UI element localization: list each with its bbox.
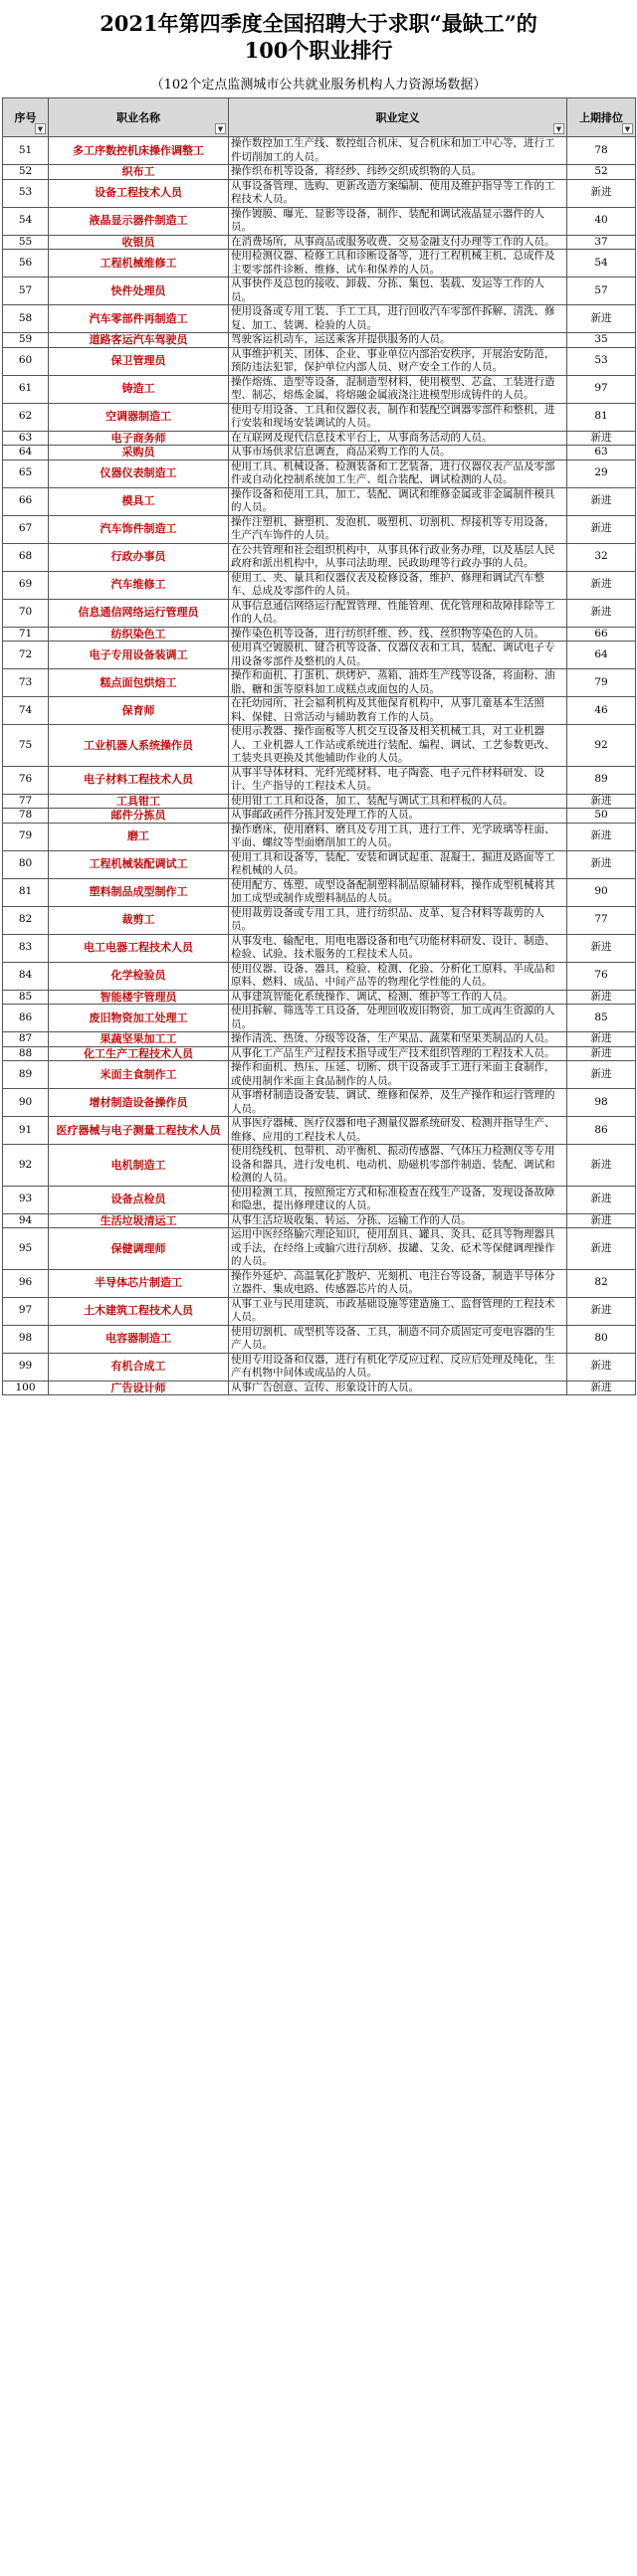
row-seq: 58 [3, 305, 49, 333]
row-seq: 80 [3, 850, 49, 878]
row-occupation-name: 糕点面包烘焙工 [49, 669, 229, 697]
row-previous-rank: 新进 [567, 934, 636, 962]
row-occupation-name: 化学检验员 [49, 962, 229, 990]
row-previous-rank: 77 [567, 906, 636, 934]
row-definition: 使用专用设备、工具和仪器仪表，制作和装配空调器零部件和整机，进行安装和现场安装调试的人员。 [229, 403, 567, 431]
row-definition: 操作和面机、打蛋机、烘烤炉、蒸箱、油炸生产线等设备，将面粉、油脂、糖和蛋等原料加工成糕点或面包的人员。 [229, 669, 567, 697]
row-previous-rank: 新进 [567, 1186, 636, 1213]
row-definition: 从事设备管理、选购、更新改造方案编制、使用及维护指导等工作的工程技术人员。 [229, 179, 567, 207]
table-row [3, 1046, 636, 1061]
row-seq: 57 [3, 277, 49, 305]
table-row [3, 305, 636, 333]
row-occupation-name: 电容器制造工 [49, 1325, 229, 1353]
table-row [3, 1145, 636, 1187]
row-definition: 从事快件及总包的接收、卸载、分拣、集包、装载、发运等工作的人员。 [229, 277, 567, 305]
row-definition: 使用工具、机械设备、检测装备和工艺装备，进行仪器仪表产品及零部件或自动化控制系统加工生产、组合装配、调试检测的人员。 [229, 460, 567, 487]
row-definition: 运用中医经络腧穴理论知识，使用刮具、罐具、灸具、砭具等物理器具或手法，在经络上或腧穴进行刮痧、拔罐、艾灸、砭术等保健调理操作的人员。 [229, 1228, 567, 1270]
table-row [3, 669, 636, 697]
row-occupation-name: 半导体芯片制造工 [49, 1269, 229, 1297]
row-previous-rank: 85 [567, 1005, 636, 1032]
table-row [3, 990, 636, 1005]
row-definition: 从事生活垃圾收集、转运、分拣、运输工作的人员。 [229, 1213, 567, 1228]
row-occupation-name: 多工序数控机床操作调整工 [49, 137, 229, 165]
row-definition: 从事市场供求信息调查，商品采购工作的人员。 [229, 446, 567, 460]
row-definition: 从事发电、输配电、用电电器设备和电气功能材料研发、设计、制造、检验、试验、技术服务的工程技术人员。 [229, 934, 567, 962]
row-definition: 操作染色机等设备，进行纺织纤维、纱、线、丝织物等染色的人员。 [229, 627, 567, 642]
row-previous-rank: 52 [567, 165, 636, 180]
table-row [3, 1089, 636, 1117]
row-previous-rank: 78 [567, 137, 636, 165]
row-previous-rank: 90 [567, 878, 636, 906]
table-body [3, 137, 636, 1395]
row-seq: 73 [3, 669, 49, 697]
table-header-row [3, 98, 636, 137]
row-seq: 68 [3, 543, 49, 571]
table-row [3, 878, 636, 906]
row-previous-rank: 63 [567, 446, 636, 460]
row-occupation-name: 磨工 [49, 823, 229, 850]
row-previous-rank: 50 [567, 809, 636, 824]
page-subtitle: （102个定点监测城市公共就业服务机构人力资源场数据） [150, 78, 487, 92]
row-occupation-name: 快件处理员 [49, 277, 229, 305]
row-previous-rank: 新进 [567, 515, 636, 543]
row-definition: 使用设备或专用工装、手工工具，进行回收汽车零部件拆解、清洗、修复、加工、装调、检验的人员。 [229, 305, 567, 333]
row-seq: 84 [3, 962, 49, 990]
row-previous-rank: 81 [567, 403, 636, 431]
row-seq: 97 [3, 1297, 49, 1325]
row-occupation-name: 电工电器工程技术人员 [49, 934, 229, 962]
row-occupation-name: 智能楼宇管理员 [49, 990, 229, 1005]
row-definition: 在公共管理和社会组织机构中，从事具体行政业务办理，以及基层人民政府和派出机构中，从事司法助理、民政助理等行政办事的人员。 [229, 543, 567, 571]
table-row [3, 794, 636, 809]
row-definition: 在消费场所，从事商品或服务收费、交易金融支付办理等工作的人员。 [229, 235, 567, 250]
row-previous-rank: 89 [567, 766, 636, 794]
row-previous-rank: 新进 [567, 487, 636, 515]
table-row [3, 1353, 636, 1380]
row-seq: 64 [3, 446, 49, 460]
table-row [3, 1325, 636, 1353]
row-previous-rank: 35 [567, 333, 636, 348]
row-previous-rank: 新进 [567, 850, 636, 878]
table-row [3, 460, 636, 487]
row-definition: 从事建筑智能化系统操作、调试、检测、维护等工作的人员。 [229, 990, 567, 1005]
row-occupation-name: 设备点检员 [49, 1186, 229, 1213]
row-previous-rank: 37 [567, 235, 636, 250]
row-previous-rank: 40 [567, 207, 636, 235]
row-definition: 从事广告创意、宣传、形象设计的人员。 [229, 1380, 567, 1395]
table-row [3, 906, 636, 934]
row-definition: 从事邮政函件分拣封发处理工作的人员。 [229, 809, 567, 824]
table-row [3, 277, 636, 305]
row-seq: 52 [3, 165, 49, 180]
row-seq: 61 [3, 375, 49, 403]
row-previous-rank: 57 [567, 277, 636, 305]
row-definition: 在互联网及现代信息技术平台上，从事商务活动的人员。 [229, 431, 567, 446]
table-row [3, 431, 636, 446]
row-occupation-name: 废旧物资加工处理工 [49, 1005, 229, 1032]
row-previous-rank: 新进 [567, 990, 636, 1005]
row-seq: 86 [3, 1005, 49, 1032]
table-row [3, 725, 636, 767]
row-definition: 操作数控加工生产线、数控组合机床、复合机床和加工中心等，进行工件切削加工的人员。 [229, 137, 567, 165]
table-row [3, 1186, 636, 1213]
table-row [3, 487, 636, 515]
row-occupation-name: 纺织染色工 [49, 627, 229, 642]
row-seq: 77 [3, 794, 49, 809]
row-seq: 55 [3, 235, 49, 250]
table-row [3, 1061, 636, 1089]
table-row [3, 446, 636, 460]
row-seq: 69 [3, 571, 49, 599]
row-definition: 操作设备和使用工具，加工、装配、调试和维修金属或非金属制件模具的人员。 [229, 487, 567, 515]
row-seq: 62 [3, 403, 49, 431]
row-previous-rank: 新进 [567, 823, 636, 850]
row-occupation-name: 保健调理师 [49, 1228, 229, 1270]
row-occupation-name: 电子专用设备装调工 [49, 642, 229, 669]
row-seq: 87 [3, 1032, 49, 1047]
row-previous-rank: 79 [567, 669, 636, 697]
row-definition: 使用绕线机、包带机、动平衡机、振动传感器、气体压力检测仪等专用设备和器具，进行发电机、电动机、励磁机零部件制造、装配、调试和检测的人员。 [229, 1145, 567, 1187]
row-definition: 使用检测仪器、检修工具和诊断设备等，进行工程机械主机、总成件及主要零部件诊断、维修、试车和保养的人员。 [229, 250, 567, 277]
table-row [3, 543, 636, 571]
row-seq: 66 [3, 487, 49, 515]
filter-dropdown-icon[interactable]: ▼ [35, 123, 46, 134]
row-definition: 使用工、夹、量具和仪器仪表及检修设备，维护、修理和调试汽车整车、总成及零部件的人员。 [229, 571, 567, 599]
row-definition: 从事化工产品生产过程技术指导或生产技术组织管理的工程技术人员。 [229, 1046, 567, 1061]
table-row [3, 403, 636, 431]
row-definition: 使用工具和设备等，装配、安装和调试起重、混凝土、掘进及路面等工程机械的人员。 [229, 850, 567, 878]
row-definition: 从事半导体材料、光纤光缆材料、电子陶瓷、电子元件材料研发、设计、生产指导的工程技术人员。 [229, 766, 567, 794]
table-row [3, 934, 636, 962]
row-definition: 操作和面机、热压、压延、切断、烘干设备或手工进行米面主食制作，或使用制作米面主食品制作的人员。 [229, 1061, 567, 1089]
row-definition: 操作磨床，使用磨料、磨具及专用工具，进行工件、光学玻璃等柱面、平面、螺纹等型面磨削加工的人员。 [229, 823, 567, 850]
row-seq: 81 [3, 878, 49, 906]
table-row [3, 962, 636, 990]
row-previous-rank: 54 [567, 250, 636, 277]
row-occupation-name: 土木建筑工程技术人员 [49, 1297, 229, 1325]
table-row [3, 1005, 636, 1032]
row-occupation-name: 裁剪工 [49, 906, 229, 934]
row-seq: 78 [3, 809, 49, 824]
row-definition: 使用真空镀膜机、键合机等设备、仪器仪表和工具，装配、调试电子专用设备零部件及整机的人员。 [229, 642, 567, 669]
row-definition: 操作清洗、热烫、分级等设备，生产果品、蔬菜和坚果类制品的人员。 [229, 1032, 567, 1047]
row-previous-rank: 32 [567, 543, 636, 571]
header-previous-rank[interactable]: 上期排位 ▼ [567, 98, 636, 137]
row-previous-rank: 46 [567, 697, 636, 725]
row-seq: 100 [3, 1380, 49, 1395]
row-previous-rank: 新进 [567, 1061, 636, 1089]
row-occupation-name: 汽车饰件制造工 [49, 515, 229, 543]
table-row [3, 207, 636, 235]
row-previous-rank: 新进 [567, 1046, 636, 1061]
row-occupation-name: 设备工程技术人员 [49, 179, 229, 207]
row-occupation-name: 织布工 [49, 165, 229, 180]
row-previous-rank: 新进 [567, 1145, 636, 1187]
row-seq: 67 [3, 515, 49, 543]
row-occupation-name: 仪器仪表制造工 [49, 460, 229, 487]
row-definition: 操作镀膜、曝光、显影等设备，制作、装配和调试液晶显示器件的人员。 [229, 207, 567, 235]
row-previous-rank: 新进 [567, 1213, 636, 1228]
row-seq: 91 [3, 1117, 49, 1145]
row-occupation-name: 空调器制造工 [49, 403, 229, 431]
row-previous-rank: 86 [567, 1117, 636, 1145]
table-row [3, 1297, 636, 1325]
row-previous-rank: 新进 [567, 179, 636, 207]
row-previous-rank: 新进 [567, 1032, 636, 1047]
row-seq: 99 [3, 1353, 49, 1380]
row-previous-rank: 新进 [567, 1380, 636, 1395]
row-definition: 使用切割机、成型机等设备、工具，制造不同介质固定可变电容器的生产人员。 [229, 1325, 567, 1353]
row-previous-rank: 新进 [567, 1228, 636, 1270]
row-definition: 操作外延炉、高温氧化扩散炉、光刻机、电注台等设备，制造半导体分立器件、集成电路、传感器芯片的人员。 [229, 1269, 567, 1297]
row-occupation-name: 化工生产工程技术人员 [49, 1046, 229, 1061]
row-seq: 75 [3, 725, 49, 767]
row-occupation-name: 工程机械装配调试工 [49, 850, 229, 878]
row-seq: 83 [3, 934, 49, 962]
row-occupation-name: 邮件分拣员 [49, 809, 229, 824]
row-occupation-name: 保卫管理员 [49, 347, 229, 375]
row-seq: 63 [3, 431, 49, 446]
row-definition: 在托幼园所、社会福利机构及其他保育机构中，从事儿童基本生活照料、保健、日常活动与辅助教育工作的人员。 [229, 697, 567, 725]
row-seq: 82 [3, 906, 49, 934]
table-row [3, 571, 636, 599]
table-row [3, 347, 636, 375]
table-row [3, 1380, 636, 1395]
row-definition: 操作织布机等设备，将经纱、纬纱交织成织物的人员。 [229, 165, 567, 180]
header-seq[interactable]: 序号 ▼ [3, 98, 49, 137]
row-previous-rank: 新进 [567, 1297, 636, 1325]
page-title [0, 0, 637, 66]
row-occupation-name: 采购员 [49, 446, 229, 460]
row-seq: 98 [3, 1325, 49, 1353]
table-row [3, 809, 636, 824]
title-line-2: 100个职业排行 [244, 38, 393, 63]
row-seq: 76 [3, 766, 49, 794]
row-seq: 90 [3, 1089, 49, 1117]
table-row [3, 165, 636, 180]
row-seq: 79 [3, 823, 49, 850]
row-previous-rank: 98 [567, 1089, 636, 1117]
table-row [3, 137, 636, 165]
row-definition: 从事维护机关、团体、企业、事业单位内部治安秩序，开展治安防范，预防违法犯罪，保护单位内部人员、财产安全工作的人员。 [229, 347, 567, 375]
row-occupation-name: 生活垃圾清运工 [49, 1213, 229, 1228]
row-previous-rank: 82 [567, 1269, 636, 1297]
header-name[interactable]: 职业名称 ▼ [49, 98, 229, 137]
row-occupation-name: 道路客运汽车驾驶员 [49, 333, 229, 348]
row-seq: 96 [3, 1269, 49, 1297]
row-previous-rank: 新进 [567, 431, 636, 446]
row-previous-rank: 新进 [567, 794, 636, 809]
row-previous-rank: 29 [567, 460, 636, 487]
title-line-1: 2021年第四季度全国招聘大于求职“最缺工”的 [100, 11, 537, 36]
row-seq: 71 [3, 627, 49, 642]
row-seq: 70 [3, 599, 49, 627]
row-seq: 85 [3, 990, 49, 1005]
row-definition: 操作注塑机、搪塑机、发泡机、吸塑机、切割机、焊接机等专用设备，生产汽车饰件的人员。 [229, 515, 567, 543]
row-occupation-name: 医疗器械与电子测量工程技术人员 [49, 1117, 229, 1145]
row-seq: 89 [3, 1061, 49, 1089]
table-row [3, 823, 636, 850]
row-definition: 操作熔炼、造型等设备，混制造型材料，使用模型、芯盒、工装进行造型、制芯，熔炼金属，将熔融金属液浇注进模型形成铸件的人员。 [229, 375, 567, 403]
row-definition: 使用检测工具，按照预定方式和标准检查在线生产设备，发现设备故障和隐患，提出修理建议的人员。 [229, 1186, 567, 1213]
row-seq: 95 [3, 1228, 49, 1270]
row-definition: 从事工业与民用建筑、市政基础设施等建造施工、监督管理的工程技术人员。 [229, 1297, 567, 1325]
row-seq: 65 [3, 460, 49, 487]
row-occupation-name: 汽车零部件再制造工 [49, 305, 229, 333]
table-row [3, 627, 636, 642]
row-previous-rank: 新进 [567, 599, 636, 627]
table-row [3, 250, 636, 277]
table-row [3, 1213, 636, 1228]
filter-dropdown-icon[interactable]: ▼ [215, 123, 226, 134]
row-previous-rank: 80 [567, 1325, 636, 1353]
table-row [3, 375, 636, 403]
row-definition: 从事信息通信网络运行配置管理、性能管理、优化管理和故障排除等工作的人员。 [229, 599, 567, 627]
row-definition: 驾驶客运机动车，运送乘客并提供服务的人员。 [229, 333, 567, 348]
row-occupation-name: 米面主食制作工 [49, 1061, 229, 1089]
row-definition: 使用专用设备和仪器，进行有机化学反应过程、反应后处理及纯化，生产有机物中间体或成品的人员。 [229, 1353, 567, 1380]
filter-dropdown-icon[interactable]: ▼ [622, 123, 633, 134]
table-row [3, 333, 636, 348]
row-definition: 从事医疗器械、医疗仪器和电子测量仪器系统研发、检测并指导生产、维修、应用的工程技术人员。 [229, 1117, 567, 1145]
row-previous-rank: 92 [567, 725, 636, 767]
table-row [3, 1117, 636, 1145]
row-seq: 53 [3, 179, 49, 207]
row-previous-rank: 53 [567, 347, 636, 375]
row-occupation-name: 铸造工 [49, 375, 229, 403]
row-definition: 使用示教器、操作面板等人机交互设备及相关机械工具，对工业机器人、工业机器人工作站或系统进行装配、编程、调试、工艺参数更改、工装夹具更换及其他辅助作业的人员。 [229, 725, 567, 767]
table-row [3, 697, 636, 725]
row-occupation-name: 工程机械维修工 [49, 250, 229, 277]
table-row [3, 235, 636, 250]
row-definition: 从事增材制造设备安装、调试、维修和保养，及生产操作和运行管理的人员。 [229, 1089, 567, 1117]
row-seq: 51 [3, 137, 49, 165]
row-occupation-name: 广告设计师 [49, 1380, 229, 1395]
filter-dropdown-icon[interactable]: ▼ [553, 123, 564, 134]
table-row [3, 515, 636, 543]
row-occupation-name: 汽车维修工 [49, 571, 229, 599]
row-definition: 使用仪器、设备、器具，检验、检测、化验、分析化工原料、半成品和原料、燃料、成品、中间产品等的物理化学性能的人员。 [229, 962, 567, 990]
table-row [3, 1269, 636, 1297]
row-occupation-name: 电机制造工 [49, 1145, 229, 1187]
row-occupation-name: 工具钳工 [49, 794, 229, 809]
row-seq: 59 [3, 333, 49, 348]
header-definition[interactable]: 职业定义 ▼ [229, 98, 567, 137]
row-occupation-name: 信息通信网络运行管理员 [49, 599, 229, 627]
row-occupation-name: 增材制造设备操作员 [49, 1089, 229, 1117]
table-row [3, 179, 636, 207]
row-definition: 使用配方、炼塑、成型设备配制塑料制品原辅材料，操作成型机械将其加工成型或制作成塑料制品的人员。 [229, 878, 567, 906]
row-seq: 56 [3, 250, 49, 277]
row-seq: 93 [3, 1186, 49, 1213]
row-occupation-name: 电子商务师 [49, 431, 229, 446]
row-seq: 74 [3, 697, 49, 725]
row-previous-rank: 新进 [567, 1353, 636, 1380]
row-occupation-name: 模具工 [49, 487, 229, 515]
row-occupation-name: 保育师 [49, 697, 229, 725]
table-row [3, 766, 636, 794]
row-previous-rank: 新进 [567, 571, 636, 599]
row-previous-rank: 97 [567, 375, 636, 403]
row-occupation-name: 收银员 [49, 235, 229, 250]
row-seq: 94 [3, 1213, 49, 1228]
row-definition: 使用钳工工具和设备，加工、装配与调试工具和样板的人员。 [229, 794, 567, 809]
occupation-table [2, 97, 636, 1395]
row-seq: 88 [3, 1046, 49, 1061]
row-previous-rank: 新进 [567, 305, 636, 333]
row-occupation-name: 行政办事员 [49, 543, 229, 571]
table-row [3, 599, 636, 627]
row-seq: 54 [3, 207, 49, 235]
row-occupation-name: 有机合成工 [49, 1353, 229, 1380]
row-occupation-name: 电子材料工程技术人员 [49, 766, 229, 794]
row-seq: 60 [3, 347, 49, 375]
row-previous-rank: 64 [567, 642, 636, 669]
table-row [3, 1228, 636, 1270]
row-occupation-name: 果蔬坚果加工工 [49, 1032, 229, 1047]
row-definition: 使用拆解、筛选等工具设备，处理回收废旧物资，加工成再生资源的人员。 [229, 1005, 567, 1032]
row-seq: 92 [3, 1145, 49, 1187]
table-row [3, 642, 636, 669]
row-previous-rank: 66 [567, 627, 636, 642]
table-row [3, 850, 636, 878]
row-previous-rank: 76 [567, 962, 636, 990]
row-occupation-name: 液晶显示器件制造工 [49, 207, 229, 235]
row-occupation-name: 塑料制品成型制作工 [49, 878, 229, 906]
row-seq: 72 [3, 642, 49, 669]
row-occupation-name: 工业机器人系统操作员 [49, 725, 229, 767]
table-row [3, 1032, 636, 1047]
row-definition: 使用裁剪设备或专用工具，进行纺织品、皮革、复合材料等裁剪的人员。 [229, 906, 567, 934]
